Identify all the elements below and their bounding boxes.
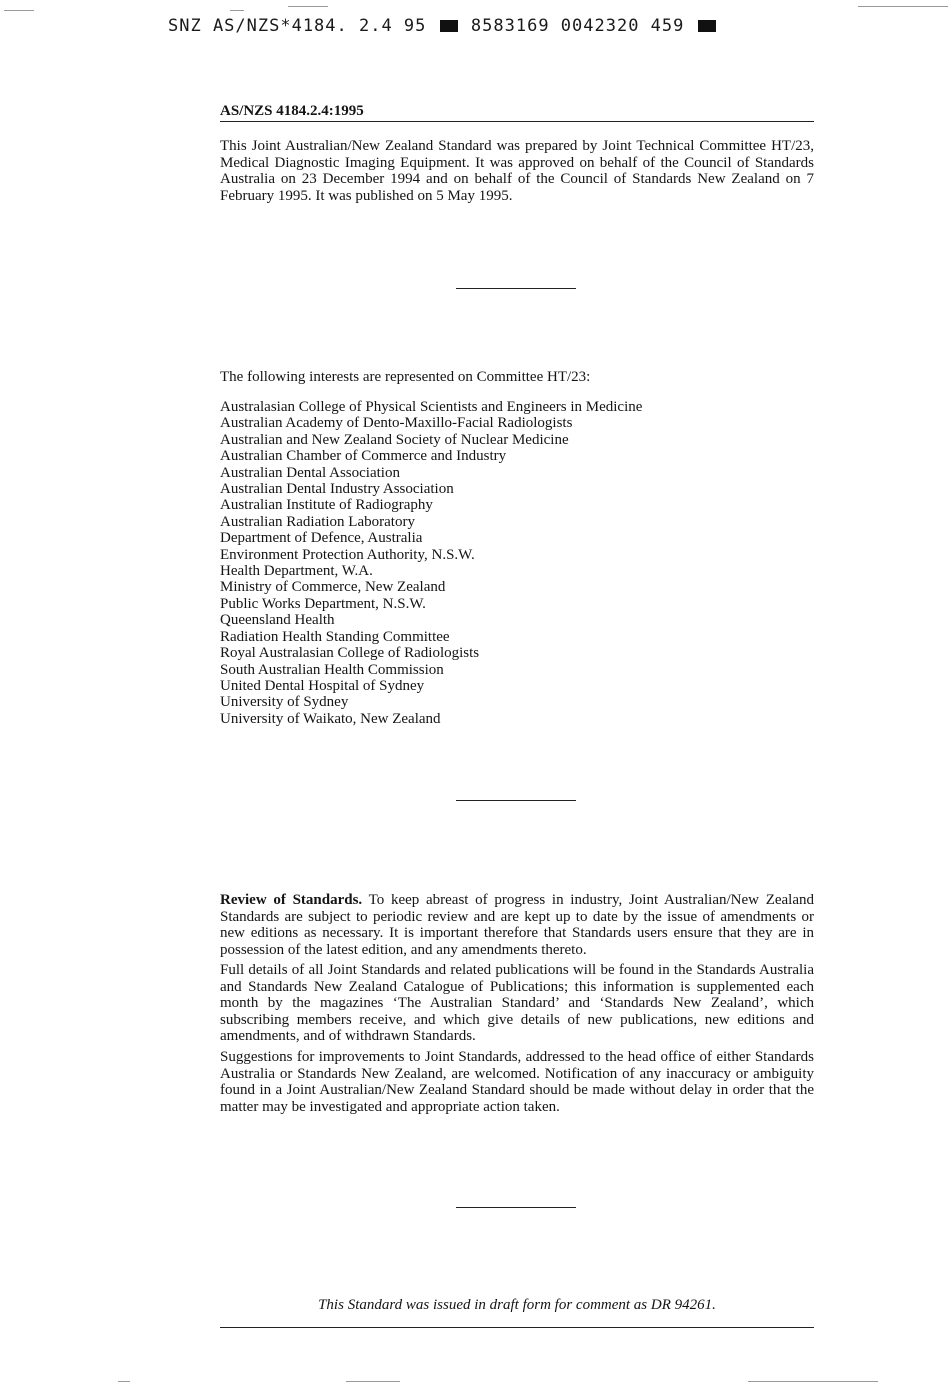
committee-member: Australian Radiation Laboratory	[220, 513, 415, 530]
scan-speck	[230, 10, 244, 11]
section-divider	[456, 1207, 576, 1208]
committee-member: United Dental Hospital of Sydney	[220, 677, 425, 694]
intro-paragraph: This Joint Australian/New Zealand Standard was prepared by Joint Technical Committee HT/23, Medical Diagnostic Imaging Equipment. It was approved on behalf of the Council of Standards Australia on 23 December 1994 and on behalf of the Council of Standards New Zealand on 7 February 1995. It was published on 5 May 1995.	[220, 138, 814, 204]
scan-speck	[858, 6, 948, 7]
section-divider	[456, 288, 576, 289]
review-title: Review of Standards.	[220, 892, 363, 908]
committee-member: Radiation Health Standing Committee	[220, 628, 450, 645]
full-details-paragraph: Full details of all Joint Standards and related publications will be found in the Standards Australia and Standards New Zealand Catalogue of Publications; this information is supplemented each month by the magazines ‘The Australian Standard’ and ‘Standards New Zealand’, which subscribing members receive, and which give details of new publications, new editions and amendments, and of withdrawn Standards.	[220, 962, 814, 1044]
committee-member: Health Department, W.A.	[220, 563, 373, 580]
scan-speck	[288, 6, 328, 7]
draft-note: This Standard was issued in draft form for comment as DR 94261.	[318, 1297, 716, 1313]
committee-member: Australasian College of Physical Scientists and Engineers in Medicine	[220, 399, 643, 415]
committee-member: South Australian Health Commission	[220, 661, 444, 678]
committee-member: Australian Dental Industry Association	[220, 481, 454, 498]
committee-member: Australian Academy of Dento-Maxillo-Facial Radiologists	[220, 415, 573, 432]
committee-heading: The following interests are represented on Committee HT/23:	[220, 369, 591, 385]
scan-header-text-b: 8583169 0042320 459	[470, 16, 685, 36]
committee-member-list	[220, 399, 642, 727]
committee-member: Public Works Department, N.S.W.	[220, 595, 426, 612]
committee-member: University of Waikato, New Zealand	[220, 710, 441, 727]
committee-member: Queensland Health	[220, 612, 335, 629]
bottom-rule	[220, 1327, 814, 1328]
committee-member: Royal Australasian College of Radiologists	[220, 645, 480, 662]
scan-speck	[346, 1381, 400, 1382]
committee-member: Department of Defence, Australia	[220, 530, 423, 547]
review-text: To keep abreast of progress in industry, Joint Australian/New Zealand Standards are subject to periodic review and are kept up to date by the issue of amendments or new editions as necessary. It is important therefore that Standards users ensure that they are in possession of the latest edition, and any amendments thereto.	[220, 892, 814, 958]
scan-speck	[118, 1381, 130, 1382]
scan-speck	[748, 1381, 878, 1382]
scan-header	[168, 16, 718, 36]
committee-member: Australian Institute of Radiography	[220, 497, 433, 514]
committee-member: Environment Protection Authority, N.S.W.	[220, 546, 475, 563]
suggestions-paragraph: Suggestions for improvements to Joint Standards, addressed to the head office of either Standards Australia or Standards New Zealand, are welcomed. Notification of any inaccuracy or ambiguity found in a Joint Australian/New Zealand Standard should be made without delay in order that the matter may be investigated and appropriate action taken.	[220, 1049, 814, 1115]
scan-speck	[4, 10, 34, 11]
scan-header-text-a: SNZ AS/NZS*4184. 2.4 95	[168, 16, 427, 36]
committee-member: Australian Chamber of Commerce and Industry	[220, 448, 507, 465]
section-divider	[456, 800, 576, 801]
committee-member: University of Sydney	[220, 694, 349, 711]
committee-member: Australian Dental Association	[220, 464, 400, 481]
scan-block-mark	[440, 20, 458, 32]
review-paragraph	[220, 892, 814, 958]
committee-member: Ministry of Commerce, New Zealand	[220, 579, 446, 596]
document-id: AS/NZS 4184.2.4:1995	[220, 103, 814, 122]
committee-member: Australian and New Zealand Society of Nuclear Medicine	[220, 431, 569, 448]
scan-block-mark	[698, 20, 716, 32]
